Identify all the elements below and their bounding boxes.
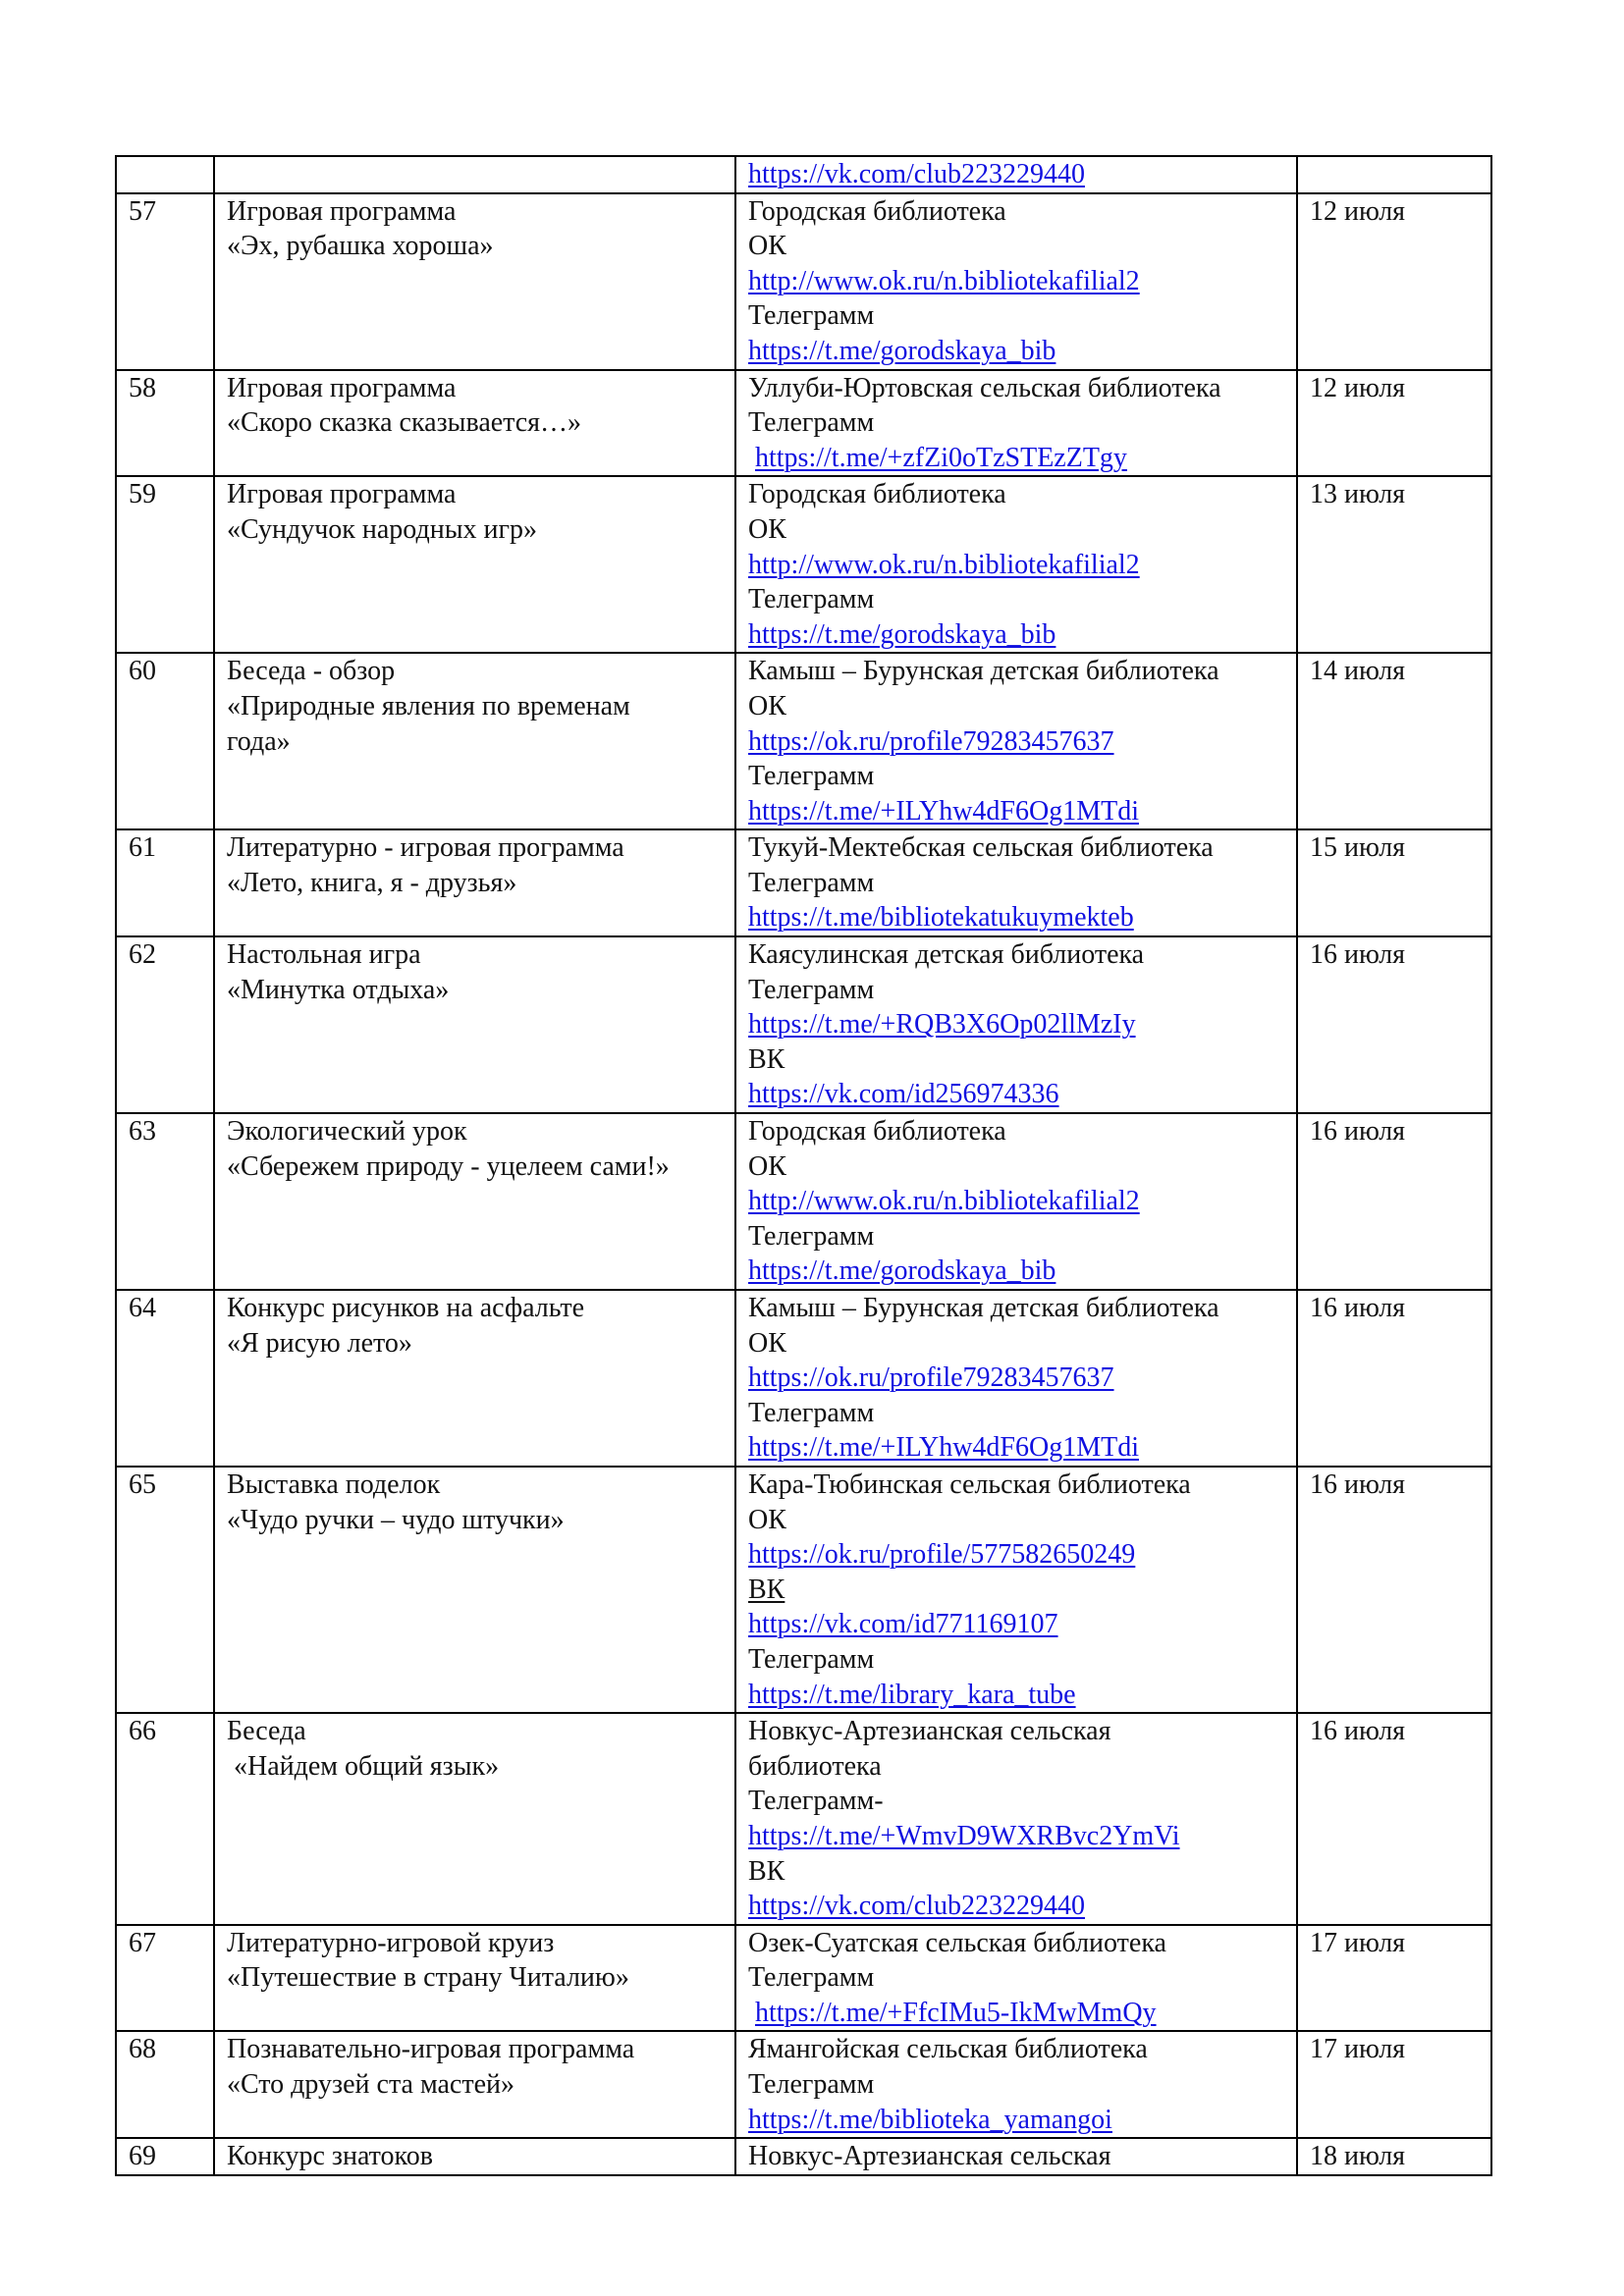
table-row [116,829,1491,936]
event-name: «Сбережем природу - уцелеем сами!» [227,1150,670,1182]
cell-place [735,1113,1297,1290]
platform-label: Телеграмм [748,867,875,898]
library-name: Каясулинская детская библиотека [748,939,1145,971]
library-name: Уллуби-Юртовская сельская библиотека [748,372,1221,403]
platform-label: Телеграмм- [748,1786,884,1817]
link[interactable]: https://t.me/library_kara_tube [748,1679,1076,1710]
cell-title [214,370,735,477]
library-name: Городская библиотека [748,195,1006,227]
event-type: Настольная игра [227,939,421,971]
table-row [116,653,1491,829]
link[interactable]: http://www.ok.ru/n.bibliotekafilial2 [748,265,1140,296]
platform-label: ВК [748,1855,785,1887]
platform-label: Телеграмм [748,1643,875,1675]
event-type: Беседа [227,1716,306,1747]
cell-place [735,1925,1297,2032]
table-row [116,936,1491,1113]
library-name: Камыш – Бурунская детская библиотека [748,656,1219,687]
link[interactable]: https://t.me/+FfcIMu5-IkMwMmQy [755,1997,1157,2028]
cell-number: 59 [116,476,214,653]
platform-label: ОК [748,1327,786,1359]
cell-title [214,476,735,653]
cell-date: 16 июля [1297,1713,1491,1925]
platform-label: ВК [748,1043,785,1075]
library-name: Кара-Тюбинская сельская библиотека [748,1468,1191,1500]
cell-place [735,2031,1297,2138]
library-name: Камыш – Бурунская детская библиотека [748,1293,1219,1323]
link[interactable]: https://ok.ru/profile79283457637 [748,1362,1114,1394]
events-table [115,155,1492,2176]
link[interactable]: https://vk.com/id771169107 [748,1609,1058,1640]
table-row [116,476,1491,653]
platform-label: Телеграмм [748,300,875,332]
table-row-continuation [116,156,1491,193]
cell-number: 61 [116,829,214,936]
cell-title [214,2138,735,2175]
cell-title [214,936,735,1113]
link[interactable]: https://vk.com/club223229440 [748,1891,1085,1922]
cell-number: 68 [116,2031,214,2138]
cell-title [214,156,735,193]
platform-label: Телеграмм [748,974,875,1005]
platform-label: Телеграмм [748,407,875,439]
cell-number: 60 [116,653,214,829]
link[interactable]: https://t.me/gorodskaya_bib [748,335,1056,366]
platform-label: ОК [748,1504,786,1535]
cell-place [735,193,1297,370]
event-name: «Чудо ручки – чудо штучки» [227,1504,565,1535]
platform-label: Телеграмм [748,1220,875,1252]
cell-number: 63 [116,1113,214,1290]
cell-number [116,156,214,193]
cell-date: 12 июля [1297,370,1491,477]
cell-title [214,1290,735,1467]
platform-label: ОК [748,1150,786,1182]
event-type: Познавательно-игровая программа [227,2034,635,2065]
event-name: «Скоро сказка сказывается…» [227,407,582,439]
cell-date: 16 июля [1297,1290,1491,1467]
link[interactable]: https://t.me/gorodskaya_bib [748,1255,1056,1287]
cell-place [735,1467,1297,1713]
cell-date: 17 июля [1297,2031,1491,2138]
cell-place [735,476,1297,653]
cell-date: 17 июля [1297,1925,1491,2032]
cell-title [214,829,735,936]
cell-number: 62 [116,936,214,1113]
event-type: Литературно - игровая программа [227,832,624,864]
event-name: «Сто друзей ста мастей» [227,2069,514,2101]
link[interactable]: https://ok.ru/profile/577582650249 [748,1539,1136,1571]
event-type: Игровая программа [227,372,457,403]
table-row [116,1713,1491,1925]
cell-place [735,936,1297,1113]
platform-label: Телеграмм [748,584,875,615]
link[interactable]: https://t.me/+ILYhw4dF6Og1MTdi [748,795,1139,827]
platform-label: Телеграмм [748,2069,875,2101]
table-row [116,193,1491,370]
event-type: Конкурс знатоков [227,2141,433,2172]
link[interactable]: https://t.me/bibliotekatukuymekteb [748,902,1134,934]
cell-title [214,2031,735,2138]
link[interactable]: https://ok.ru/profile79283457637 [748,725,1114,757]
cell-date: 18 июля [1297,2138,1491,2175]
platform-label: ВК [748,1574,785,1605]
link[interactable]: https://t.me/+ILYhw4dF6Og1MTdi [748,1432,1139,1464]
platform-label: Телеграмм [748,1397,875,1428]
cell-date: 15 июля [1297,829,1491,936]
link[interactable]: https://vk.com/id256974336 [748,1079,1059,1110]
cell-date: 16 июля [1297,1467,1491,1713]
library-name: Ямангойская сельская библиотека [748,2034,1148,2065]
cell-number: 67 [116,1925,214,2032]
event-type: Выставка поделок [227,1468,441,1500]
table-row [116,2031,1491,2138]
event-name: «Минутка отдыха» [227,974,450,1005]
cell-place [735,829,1297,936]
cell-place [735,370,1297,477]
library-name: Городская библиотека [748,1116,1006,1148]
library-name: Тукуй-Мектебская сельская библиотека [748,832,1214,864]
event-type: Беседа - обзор [227,656,396,687]
cell-date: 16 июля [1297,1113,1491,1290]
cell-date: 12 июля [1297,193,1491,370]
cell-number: 69 [116,2138,214,2175]
platform-label-wrap [748,1573,1286,1608]
cell-number: 57 [116,193,214,370]
cell-title [214,653,735,829]
platform-label: ОК [748,231,786,262]
cell-number: 65 [116,1467,214,1713]
platform-label: ОК [748,690,786,721]
table-row [116,370,1491,477]
cell-number: 58 [116,370,214,477]
table-row [116,1467,1491,1713]
table-row [116,2138,1491,2175]
cell-place [735,1713,1297,1925]
cell-place [735,2138,1297,2175]
cell-place [735,653,1297,829]
platform-label: Телеграмм [748,761,875,792]
library-name: Городская библиотека [748,479,1006,510]
events-table-body [116,156,1491,2175]
cell-date: 14 июля [1297,653,1491,829]
cell-date: 13 июля [1297,476,1491,653]
cell-date: 16 июля [1297,936,1491,1113]
link[interactable]: http://www.ok.ru/n.bibliotekafilial2 [748,1186,1140,1217]
event-type: Конкурс рисунков на асфальте [227,1293,585,1323]
cell-title [214,1467,735,1713]
library-name: Новкус-Артезианская сельская [748,1716,1111,1747]
link[interactable]: https://t.me/+RQB3X6Op02llMzIy [748,1009,1136,1041]
link[interactable]: https://t.me/+zfZi0oTzSTEzZTgy [755,442,1127,473]
event-type: Игровая программа [227,195,457,227]
cell-title [214,1713,735,1925]
table-row [116,1113,1491,1290]
library-name: Новкус-Артезианская сельская [748,2141,1111,2172]
cell-place [735,156,1297,193]
event-name: «Найдем общий язык» [227,1750,500,1782]
link[interactable]: https://vk.com/club223229440 [748,159,1085,189]
cell-place [735,1290,1297,1467]
event-name: «Природные явления по временам [227,690,630,721]
link[interactable]: http://www.ok.ru/n.bibliotekafilial2 [748,549,1140,580]
event-type: Экологический урок [227,1116,467,1148]
cell-title [214,193,735,370]
event-name: года» [227,725,291,757]
table-row [116,1290,1491,1467]
event-type: Литературно-игровой круиз [227,1927,555,1958]
event-name: «Путешествие в страну Читалию» [227,1962,629,1994]
link[interactable]: https://t.me/gorodskaya_bib [748,618,1056,650]
cell-number: 64 [116,1290,214,1467]
platform-label: библиотека [748,1750,882,1782]
cell-date [1297,156,1491,193]
table-row [116,1925,1491,2032]
event-name: «Лето, книга, я - друзья» [227,867,517,898]
event-name: «Эх, рубашка хороша» [227,231,494,262]
link[interactable]: https://t.me/+WmvD9WXRBvc2YmVi [748,1820,1180,1851]
event-name: «Я рисую лето» [227,1327,412,1359]
library-name: Озек-Суатская сельская библиотека [748,1927,1166,1958]
link[interactable]: https://t.me/biblioteka_yamangoi [748,2104,1112,2135]
event-type: Игровая программа [227,479,457,510]
event-name: «Сундучок народных игр» [227,513,538,545]
platform-label: ОК [748,513,786,545]
cell-number: 66 [116,1713,214,1925]
cell-title [214,1925,735,2032]
cell-title [214,1113,735,1290]
platform-label: Телеграмм [748,1962,875,1994]
